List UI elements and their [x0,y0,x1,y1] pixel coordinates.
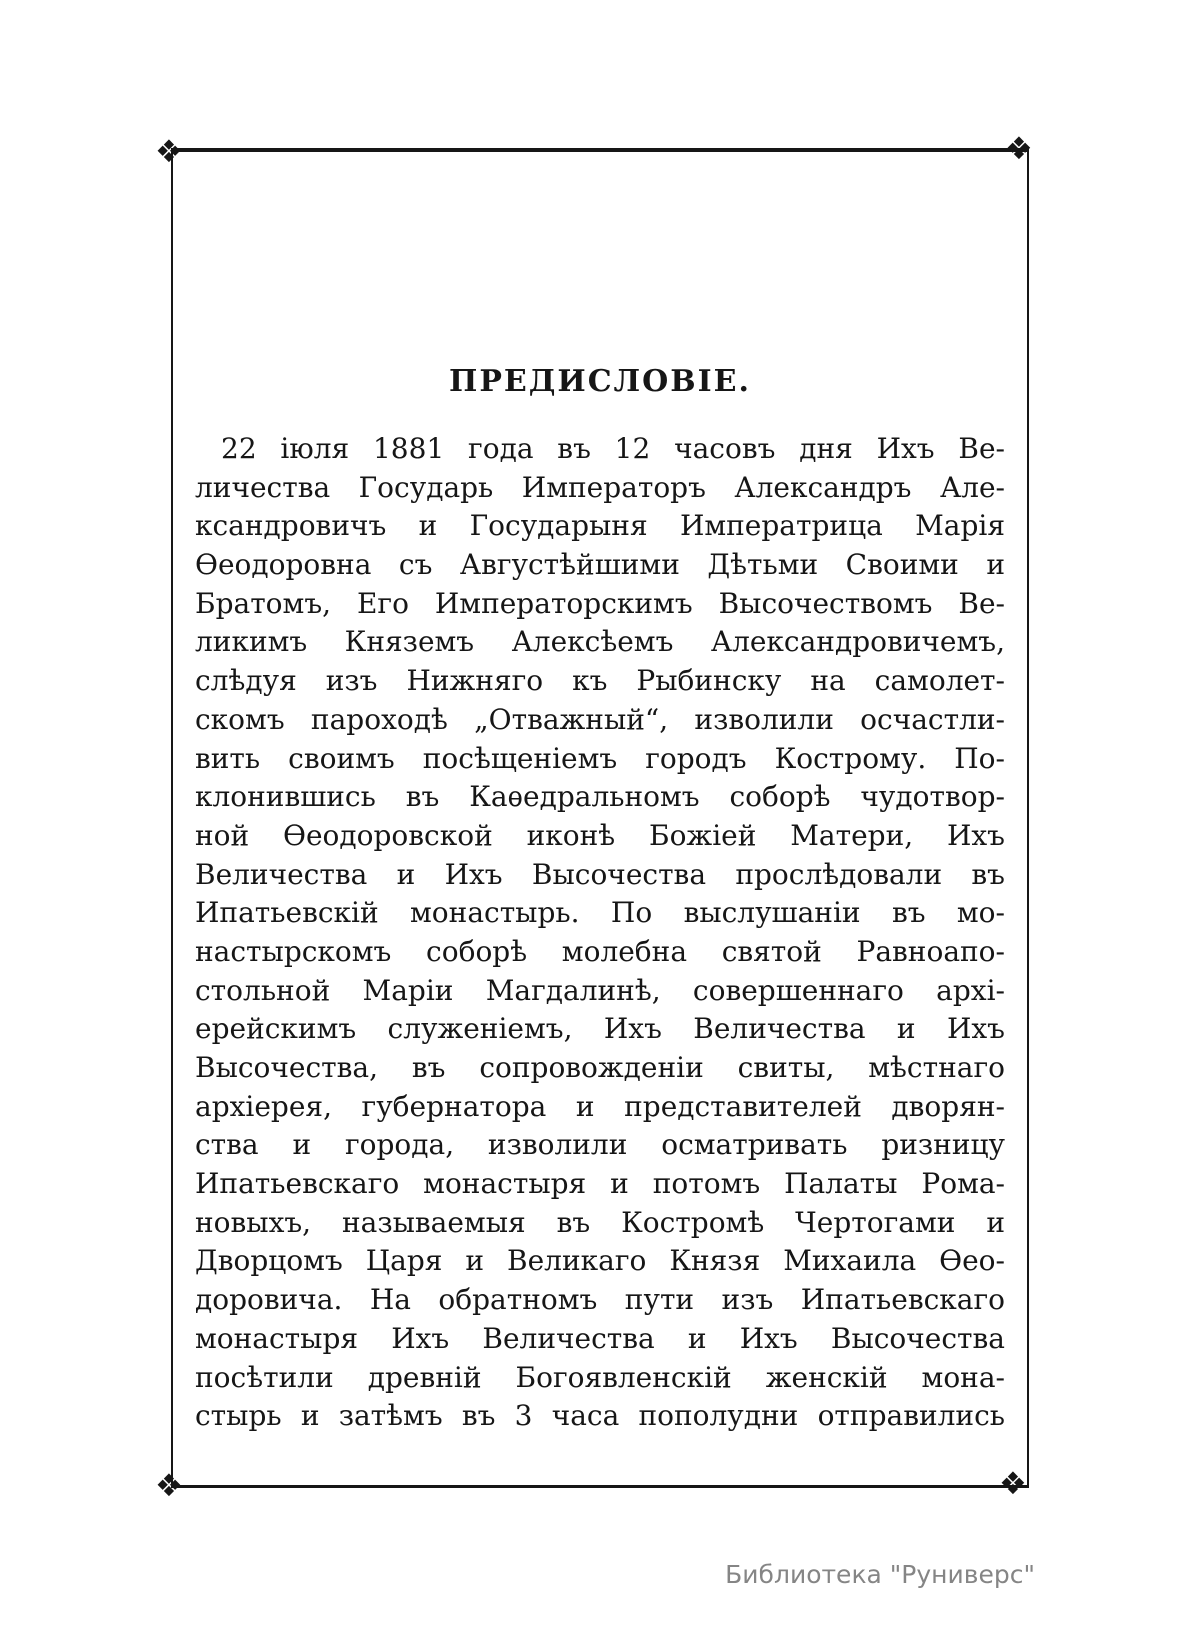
text-line: архіерея, губернатора и представителей дворян- [195,1089,1005,1123]
text-line: ксандровичъ и Государыня Императрица Марія [195,509,1005,543]
corner-rosette-icon: ❖ [155,134,183,170]
body-text [195,430,1005,1436]
text-line: Величества и Ихъ Высочества прослѣдовали въ [195,857,1005,891]
corner-rosette-icon: ❖ [155,1468,183,1504]
text-line: Высочества, въ сопровожденіи свиты, мѣстнаго [195,1051,1005,1084]
text-line: ликимъ Княземъ Алексѣемъ Александровичемъ, [195,625,1005,659]
text-line: настырскомъ соборѣ молебна святой Равноапо- [195,934,1005,968]
text-line: ной Ѳеодоровской иконѣ Божіей Матери, Ихъ [195,818,1005,852]
text-line: новыхъ, называемыя въ Костромѣ Чертогами и [195,1205,1005,1239]
text-line: Ѳеодоровна съ Августѣйшими Дѣтьми Своими и [195,548,1005,582]
text-line: монастыря Ихъ Величества и Ихъ Высочества [195,1321,1005,1355]
text-line: клонившись въ Каѳедральномъ соборѣ чудотвор- [195,780,1005,814]
text-line: скомъ пароходѣ „Отважный“, изволили осчастли- [195,702,1005,736]
text-line: стольной Маріи Магдалинѣ, совершеннаго архі- [195,973,1005,1007]
text-line: Ипатьевскаго монастыря и потомъ Палаты Рома- [195,1167,1005,1201]
text-line: Дворцомъ Царя и Великаго Князя Михаила Ѳео- [195,1244,1005,1278]
text-line: вить своимъ посѣщеніемъ городъ Кострому. По- [195,741,1005,775]
text-line: доровича. На обратномъ пути изъ Ипатьевскаго [195,1283,1005,1317]
page-title: ПРЕДИСЛОВІЕ. [448,364,751,399]
text-line: Ипатьевскій монастырь. По выслушаніи въ мо- [195,896,1005,930]
corner-rosette-icon: ❖ [1005,131,1033,167]
text-line: слѣдуя изъ Нижняго къ Рыбинску на самолет- [195,664,1005,698]
corner-rosette-icon: ❖ [999,1466,1027,1502]
library-watermark: Библиотека "Руниверс" [725,1560,1035,1589]
text-line: посѣтили древній Богоявленскій женскій мона- [195,1360,1005,1394]
text-line: ства и города, изволили осматривать ризницу [195,1128,1005,1162]
text-line: стырь и затѣмъ въ 3 часа пополудни отправились [195,1399,1005,1433]
text-line: 22 іюля 1881 года въ 12 часовъ дня Ихъ Ве- [221,432,1005,465]
text-line: личества Государь Императоръ Александръ Але- [195,470,1005,504]
text-line: Братомъ, Его Императорскимъ Высочествомъ Ве- [195,586,1005,620]
text-line: ерейскимъ служеніемъ, Ихъ Величества и Ихъ [195,1012,1005,1046]
